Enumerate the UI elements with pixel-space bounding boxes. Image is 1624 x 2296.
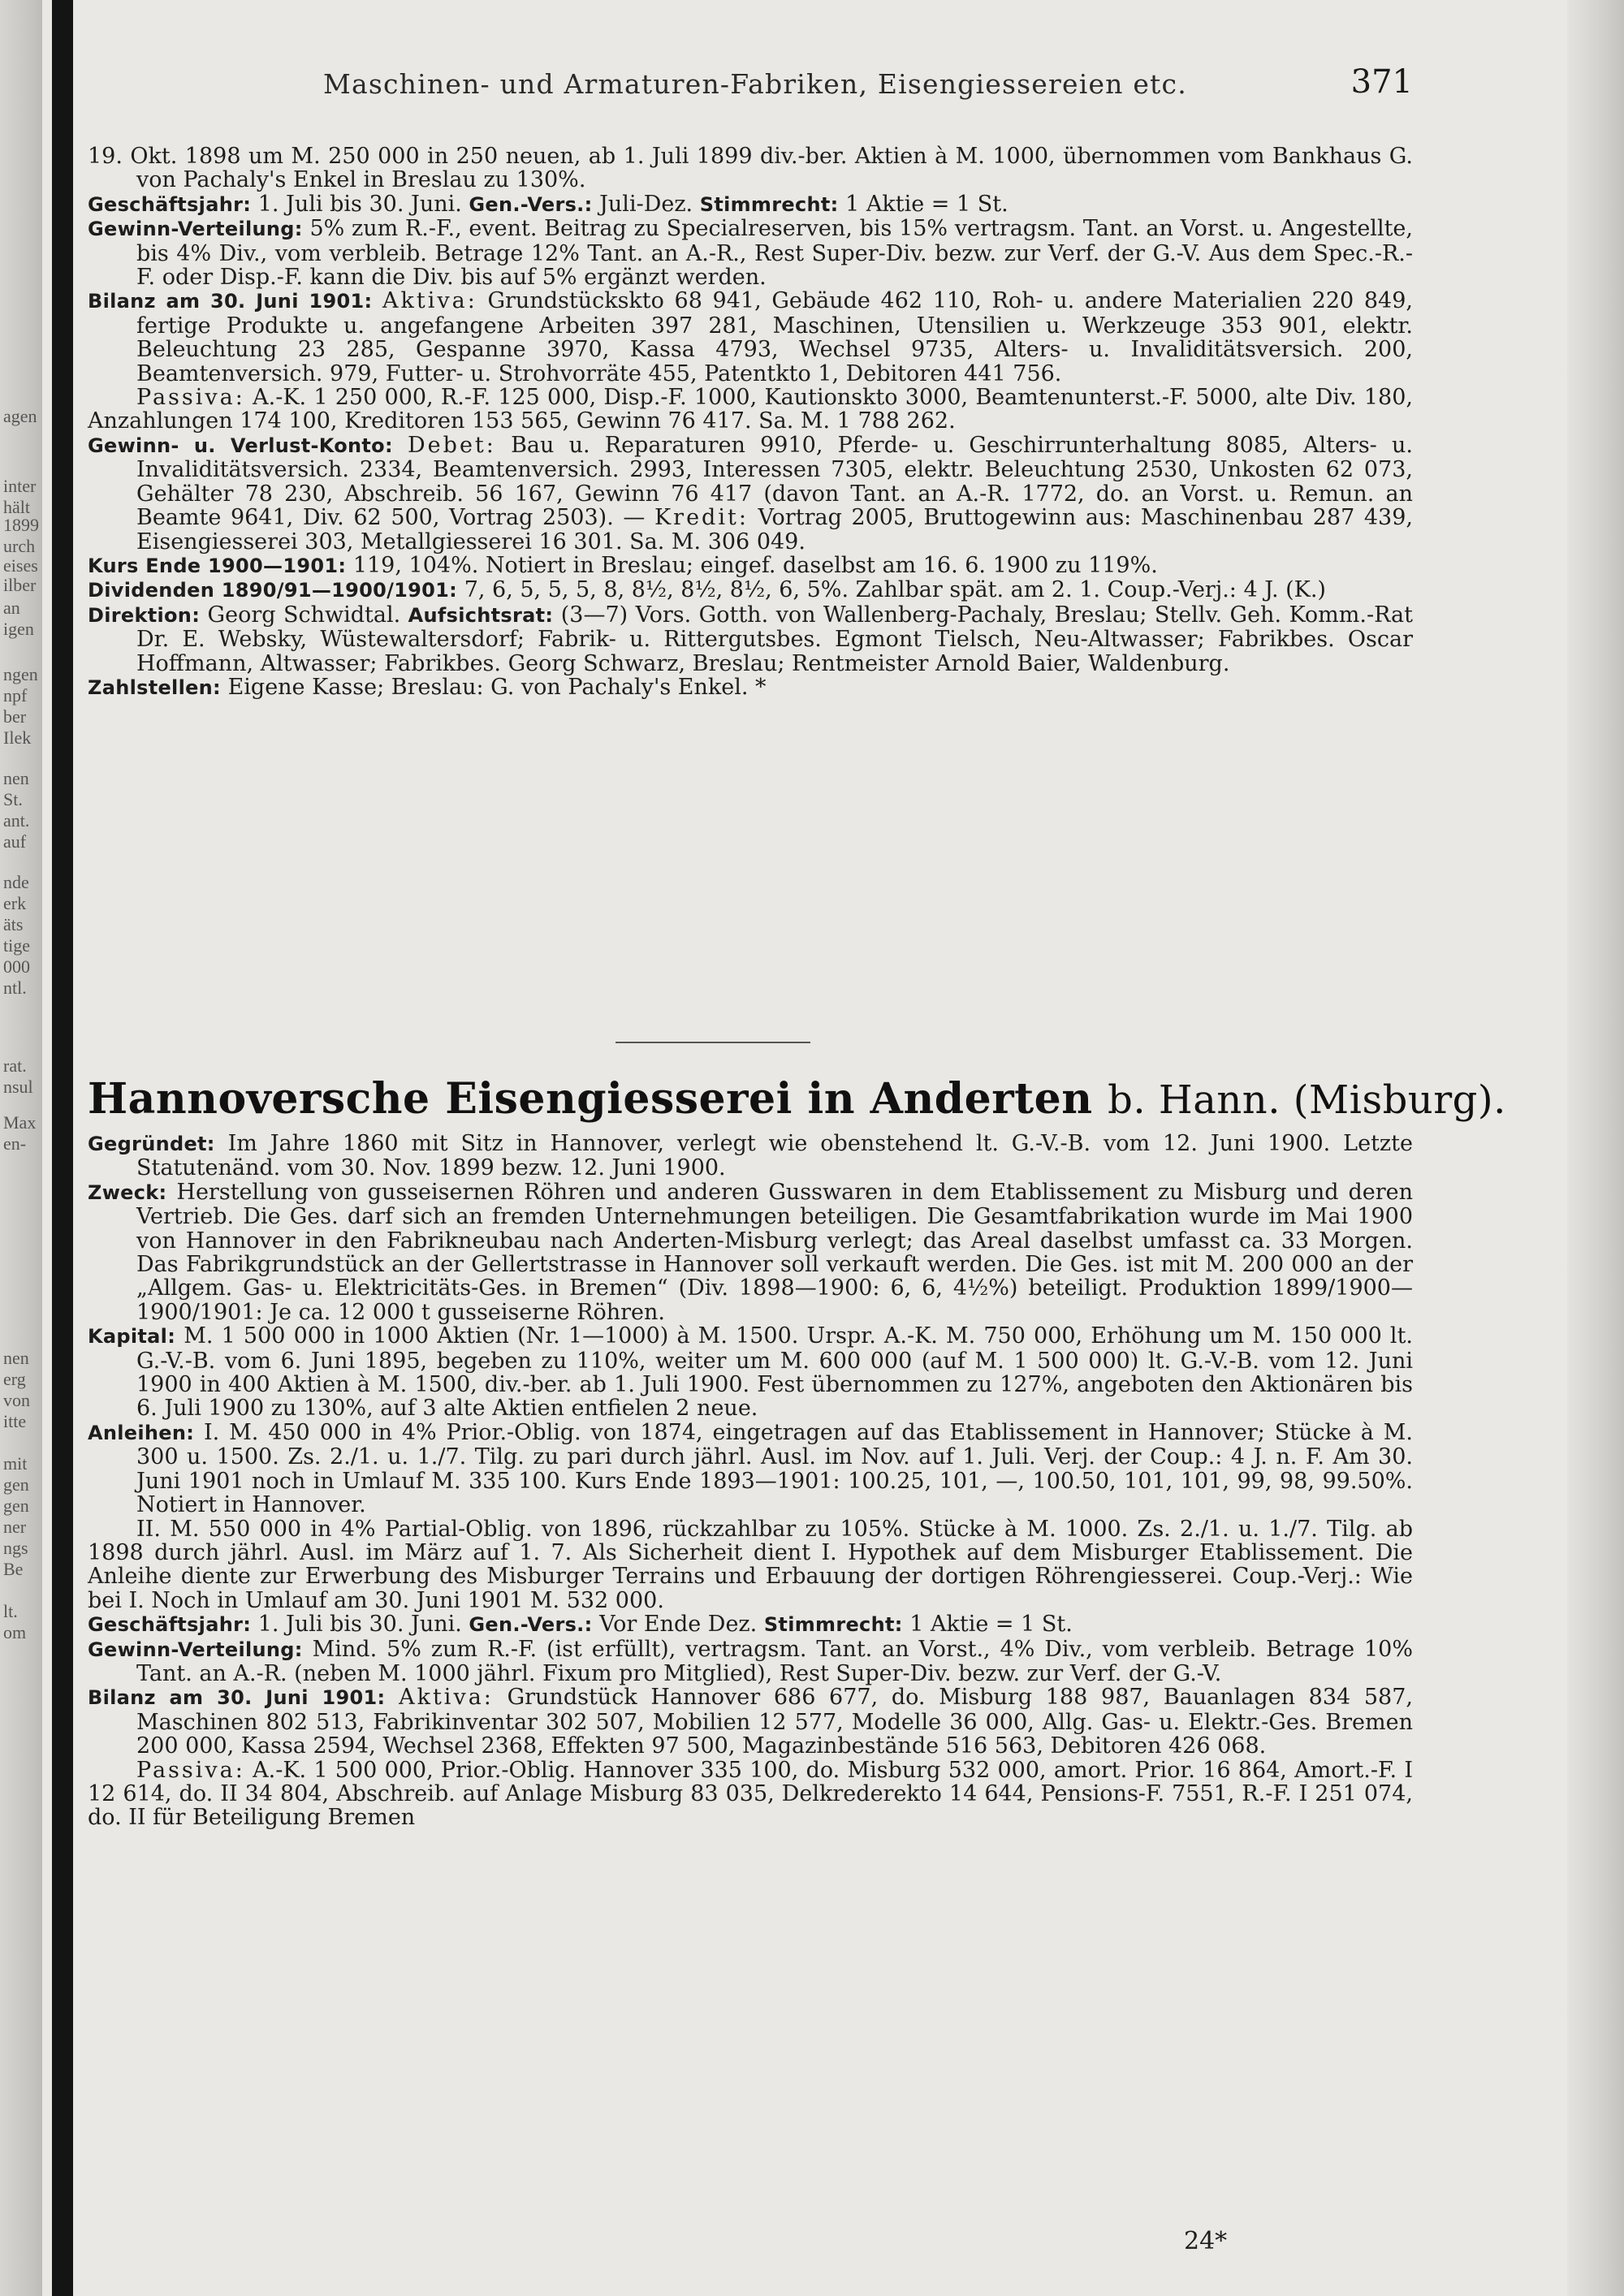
margin-fragment: lt. (3, 1601, 18, 1621)
margin-fragment: om (3, 1622, 27, 1642)
paragraph-bilanz-2: Bilanz am 30. Juni 1901: Aktiva: Grundstück Hannover 686 677, do. Misburg 188 987, Bauanlagen 834 587, Maschinen 802 513, Fabrikinventar 302 507, Mobilien 12 577, Modelle 36 000, Allg. Gas- u. Elektr.-Ges. Bremen 200 000, Kassa 2594, Wechsel 2368, Effekten 97 500, Magazinbestände 516 563, Debitoren 426 068. (88, 1685, 1413, 1759)
running-title: Maschinen- und Armaturen-Fabriken, Eisengiessereien etc. (323, 68, 1187, 100)
margin-fragment: erg (3, 1369, 26, 1389)
margin-fragment: ner (3, 1517, 27, 1537)
section-previous-company (88, 145, 1413, 700)
paragraph-kurs: Kurs Ende 1900—1901: 119, 104%. Notiert in Breslau; eingef. daselbst am 16. 6. 1900 zu 119%. (88, 552, 1158, 578)
margin-fragment: ngs (3, 1538, 28, 1558)
margin-fragment: St. (3, 789, 23, 809)
margin-fragment: ntl. (3, 978, 27, 998)
margin-fragment: eises (3, 555, 38, 576)
running-head (88, 63, 1413, 104)
margin-fragment: Max (3, 1112, 37, 1133)
margin-fragment: inter (3, 476, 37, 496)
margin-fragment: rat. (3, 1055, 27, 1076)
margin-fragment: 1899 (3, 515, 39, 535)
paragraph-dividenden: Dividenden 1890/91—1900/1901: 7, 6, 5, 5, 5, 8, 8½, 8½, 8½, 6, 5%. Zahlbar spät. am 2. 1. Coup.-Verj.: 4 J. (K.) (88, 577, 1326, 603)
paragraph-geschaeftsjahr-2: Geschäftsjahr: 1. Juli bis 30. Juni. Gen.-Vers.: Vor Ende Dez. Stimmrecht: 1 Aktie = 1 St. (88, 1612, 1073, 1638)
margin-fragment: nen (3, 1348, 29, 1368)
margin-fragment: erk (3, 893, 27, 913)
paragraph-gewinn-verteilung-2: Gewinn-Verteilung: Mind. 5% zum R.-F. (ist erfüllt), vertragsm. Tant. an Vorst., 4% Div., vom verbleib. Betrage 10% Tant. an A.-R. (neben M. 1000 jährl. Fixum pro Mitglied), Rest Super-Div. bezw. zur Verf. der G.-V. (88, 1636, 1413, 1686)
margin-fragment: tige (3, 935, 30, 956)
paragraph-intro: 19. Okt. 1898 um M. 250 000 in 250 neuen, ab 1. Juli 1899 div.-ber. Aktien à M. 1000, übernommen vom Bankhaus G. von Pachaly's Enkel in Breslau zu 130%. (88, 144, 1413, 193)
paragraph-anleihen-ii: II. M. 550 000 in 4% Partial-Oblig. von 1896, rückzahlbar zu 105%. Stücke à M. 1000. Zs. 2./1. u. 1./7. Tilg. ab 1898 durch jährl. Ausl. im März auf 1. 7. Als Sicherheit dient I. Hypothek auf dem Misburger Etablissement. Die Anleihe diente zur Erwerbung des Misburger Terrains und Erbauung der dortigen Röhrengiesserei. Coup.-Verj.: Wie bei I. Noch in Umlauf am 30. Juni 1901 M. 532 000. (88, 1516, 1413, 1613)
page-number: 371 (1350, 63, 1413, 101)
paragraph-geschaeftsjahr: Geschäftsjahr: 1. Juli bis 30. Juni. Gen.-Vers.: Juli-Dez. Stimmrecht: 1 Aktie = 1 St. (88, 191, 1009, 217)
margin-fragment: gen (3, 1474, 29, 1495)
margin-fragment: Be (3, 1559, 24, 1579)
margin-fragment: an (3, 598, 20, 618)
margin-fragment: auf (3, 831, 27, 852)
company-name: Hannoversche Eisengiesserei in Anderten (88, 1074, 1093, 1124)
section-divider (615, 1042, 810, 1043)
margin-fragment: ant. (3, 810, 30, 831)
paragraph-kapital: Kapital: M. 1 500 000 in 1000 Aktien (Nr. 1—1000) à M. 1500. Urspr. A.-K. M. 750 000, Erhöhung um M. 150 000 lt. G.-V.-B. vom 6. Juni 1895, begeben zu 110%, weiter um M. 600 000 (auf M. 1 500 000) lt. G.-V.-B. vom 12. Juni 1900 in 400 Aktien à M. 1500, div.-ber. ab 1. Juli 1900. Fest übernommen zu 127%, angeboten den Aktionären bis 6. Juli 1900 zu 130%, auf 3 alte Aktien entfielen 2 neue. (88, 1323, 1413, 1422)
paragraph-gewinn-verlust: Gewinn- u. Verlust-Konto: Debet: Bau u. Reparaturen 9910, Pferde- u. Geschirrunterhaltung 8085, Alters- u. Invaliditätsversich. 2334, Beamtenversich. 2993, Interessen 7305, elektr. Beleuchtung 2530, Unkosten 62 073, Gehälter 78 230, Abschreib. 56 167, Gewinn 76 417 (davon Tant. an A.-R. 1772, do. an Vorst. u. Remun. an Beamte 9641, Div. 62 500, Vortrag 2503). — Kredit: Vortrag 2005, Bruttogewinn aus: Maschinenbau 287 439, Eisengiesserei 303, Metallgiesserei 16 301. Sa. M. 306 049. (88, 432, 1413, 555)
section-hannoversche-eisengiesserei (88, 1132, 1413, 1830)
paragraph-passiva: Passiva: A.-K. 1 250 000, R.-F. 125 000, Disp.-F. 1000, Kautionskto 3000, Beamtenunterst.-F. 5000, alte Div. 180, Anzahlungen 174 100, Kreditoren 153 565, Gewinn 76 417. Sa. M. 1 788 262. (88, 385, 1413, 434)
margin-fragment: ngen (3, 664, 38, 684)
margin-fragment: hält (3, 497, 30, 517)
margin-fragment: nsul (3, 1077, 33, 1097)
company-heading (88, 1074, 1506, 1124)
paragraph-anleihen: Anleihen: I. M. 450 000 in 4% Prior.-Oblig. von 1874, eingetragen auf das Etablissement in Hannover; Stücke à M. 300 u. 1500. Zs. 2./1. u. 1./7. Tilg. zu pari durch jährl. Ausl. im Nov. auf 1. Juli. Verj. der Coup.: 4 J. n. F. Am 30. Juni 1901 noch in Umlauf M. 335 100. Kurs Ende 1893—1901: 100.25, 101, —, 100.50, 101, 101, 99, 98, 99.50%. Notiert in Hannover. (88, 1419, 1413, 1518)
margin-fragment: 000 (3, 956, 30, 977)
margin-fragment: ber (3, 706, 27, 727)
margin-fragment: gen (3, 1495, 29, 1516)
paragraph-bilanz: Bilanz am 30. Juni 1901: Aktiva: Grundstückskto 68 941, Gebäude 462 110, Roh- u. andere Materialien 220 849, fertige Produkte u. angefangene Arbeiten 397 281, Maschinen, Utensilien u. Werkzeuge 353 901, elektr. Beleuchtung 23 285, Gespanne 3970, Kassa 4793, Wechsel 9735, Alters- u. Invaliditätsversich. 200, Beamtenversich. 979, Futter- u. Strohvorräte 455, Patentkto 1, Debitoren 441 756. (88, 288, 1413, 386)
paragraph-zweck: Zweck: Herstellung von gusseisernen Röhren und anderen Gusswaren in dem Etablissement zu Misburg und deren Vertrieb. Die Ges. darf sich an fremden Unternehmungen beteiligen. Die Gesamtfabrikation wurde im Mai 1900 von Hannover in den Fabrikneubau nach Anderten-Misburg verlegt; das Areal daselbst umfasst ca. 33 Morgen. Das Fabrikgrundstück an der Gellertstrasse in Hannover soll verkauft werden. Die Ges. ist mit M. 200 000 an der „Allgem. Gas- u. Elektricitäts-Ges. in Bremen“ (Div. 1898—1900: 6, 6, 4½%) beteiligt. Produktion 1899/1900—1900/1901: Je ca. 12 000 t gusseiserne Röhren. (88, 1179, 1413, 1325)
paragraph-gegruendet: Gegründet: Im Jahre 1860 mit Sitz in Hannover, verlegt wie obenstehend lt. G.-V.-B. vom 12. Juni 1900. Letzte Statutenänd. vom 30. Nov. 1899 bezw. 12. Juni 1900. (88, 1131, 1413, 1181)
margin-fragment: itte (3, 1411, 27, 1431)
signature-mark: 24* (1184, 2227, 1228, 2255)
margin-fragment: nen (3, 768, 29, 788)
margin-fragment: äts (3, 914, 24, 934)
margin-fragment: mit (3, 1453, 28, 1474)
paragraph-direktion: Direktion: Georg Schwidtal. Aufsichtsrat: (3—7) Vors. Gotth. von Wallenberg-Pachaly, Breslau; Stellv. Geh. Komm.-Rat Dr. E. Websky, Wüstewaltersdorf; Fabrik- u. Rittergutsbes. Egmont Tielsch, Neu-Altwasser; Fabrikbes. Oscar Hoffmann, Altwasser; Fabrikbes. Georg Schwarz, Breslau; Rentmeister Arnold Baier, Waldenburg. (88, 602, 1413, 676)
margin-fragment: igen (3, 619, 34, 639)
margin-fragment: ilber (3, 575, 37, 595)
margin-fragment: von (3, 1390, 30, 1410)
margin-fragment: npf (3, 685, 28, 706)
page-edge-shadow (1567, 0, 1624, 2296)
margin-fragment: Ilek (3, 727, 32, 748)
paragraph-passiva-2: Passiva: A.-K. 1 500 000, Prior.-Oblig. Hannover 335 100, do. Misburg 532 000, amort. Prior. 16 864, Amort.-F. I 12 614, do. II 34 804, Abschreib. auf Anlage Misburg 83 035, Delkrederekto 14 644, Pensions-F. 7551, R.-F. I 251 074, do. II für Beteiligung Bremen (88, 1757, 1413, 1831)
margin-fragment: agen (3, 406, 37, 426)
margin-fragment: en- (3, 1133, 27, 1154)
company-location: b. Hann. (Misburg). (1108, 1077, 1506, 1123)
paragraph-gewinn-verteilung: Gewinn-Verteilung: 5% zum R.-F., event. Beitrag zu Specialreserven, bis 15% vertragsm. Tant. an Vorst. u. Angestellte, bis 4% Div., vom verbleib. Betrage 12% Tant. an A.-R., Rest Super-Div. bezw. zur Verf. der G.-V. Aus dem Spec.-R.-F. oder Disp.-F. kann die Div. bis auf 5% ergänzt werden. (88, 216, 1413, 291)
margin-fragment: urch (3, 536, 36, 556)
margin-fragment: nde (3, 872, 29, 892)
binding-gutter (52, 0, 73, 2296)
paragraph-zahlstellen: Zahlstellen: Eigene Kasse; Breslau: G. von Pachaly's Enkel. * (88, 674, 767, 700)
